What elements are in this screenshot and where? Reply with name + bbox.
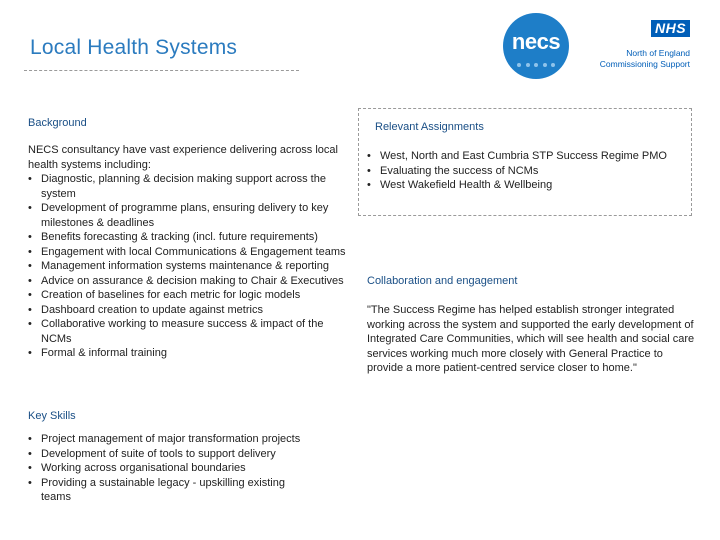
- list-item: • Dashboard creation to update against metrics: [28, 303, 346, 318]
- list-item: • Project management of major transformation projects: [28, 432, 313, 447]
- assignments-heading: Relevant Assignments: [375, 121, 484, 133]
- key-skills-heading: Key Skills: [28, 410, 76, 422]
- list-item: • Evaluating the success of NCMs: [367, 164, 679, 179]
- nhs-subtitle-line1: North of England: [626, 48, 690, 58]
- background-heading: Background: [28, 117, 87, 129]
- list-item: • Management information systems maintenance & reporting: [28, 259, 346, 274]
- assignments-list: [367, 149, 679, 193]
- background-list: [28, 172, 346, 361]
- title-divider: [24, 70, 299, 71]
- necs-logo-text: necs: [511, 29, 561, 54]
- collaboration-heading: Collaboration and engagement: [367, 275, 518, 287]
- list-item: • Creation of baselines for each metric for logic models: [28, 288, 346, 303]
- list-item: • West Wakefield Health & Wellbeing: [367, 178, 679, 193]
- list-item: • Benefits forecasting & tracking (incl. future requirements): [28, 230, 346, 245]
- list-item: • Collaborative working to measure success & impact of the NCMs: [28, 317, 346, 346]
- list-item: • Diagnostic, planning & decision making support across the system: [28, 172, 346, 201]
- list-item: • Advice on assurance & decision making to Chair & Executives: [28, 274, 346, 289]
- nhs-logo: NHS: [651, 20, 690, 37]
- nhs-subtitle-line2: Commissioning Support: [599, 59, 690, 69]
- list-item: • Development of suite of tools to support delivery: [28, 447, 313, 462]
- background-section: [28, 143, 346, 361]
- list-item: • Providing a sustainable legacy - upskilling existing teams: [28, 476, 313, 505]
- nhs-subtitle: [600, 48, 690, 70]
- list-item: • Formal & informal training: [28, 346, 346, 361]
- list-item: • West, North and East Cumbria STP Success Regime PMO: [367, 149, 679, 164]
- page-title: Local Health Systems: [30, 36, 238, 59]
- key-skills-section: [28, 432, 313, 505]
- list-item: • Engagement with local Communications & Engagement teams: [28, 245, 346, 260]
- necs-logo: [503, 13, 569, 79]
- list-item: • Development of programme plans, ensuring delivery to key milestones & deadlines: [28, 201, 346, 230]
- collaboration-quote: "The Success Regime has helped establish stronger integrated working across the system and supported the early development of Integrated Care Communities, which will see health and social care services working much more closely with General Practice to provide a more patient-centred service closer to home.": [367, 304, 695, 374]
- key-skills-list: [28, 432, 313, 505]
- assignments-section: [367, 149, 679, 193]
- background-intro: NECS consultancy have vast experience delivering across local health systems including:: [28, 144, 338, 171]
- list-item: • Working across organisational boundaries: [28, 461, 313, 476]
- necs-logo-dots: [517, 63, 555, 67]
